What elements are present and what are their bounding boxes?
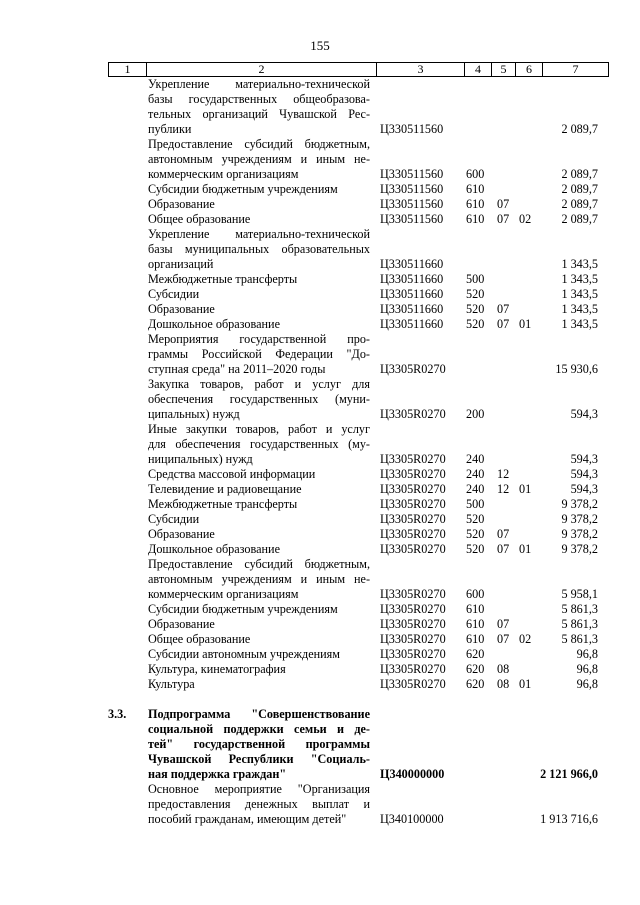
row-amount: 594,3 bbox=[570, 452, 598, 466]
table-row bbox=[108, 137, 608, 182]
row-expense-type: 200 bbox=[466, 407, 485, 421]
header-col-1: 1 bbox=[109, 63, 147, 77]
table-header bbox=[108, 62, 609, 77]
table-row bbox=[108, 617, 608, 632]
row-code: Ц330511560 bbox=[380, 197, 444, 211]
row-name-line: Предоставление субсидий бюджетным, bbox=[148, 137, 370, 151]
row-code: Ц3305R0270 bbox=[380, 662, 446, 676]
row-amount: 5 861,3 bbox=[561, 602, 598, 616]
row-amount: 9 378,2 bbox=[561, 497, 598, 511]
row-code: Ц3305R0270 bbox=[380, 467, 446, 481]
row-name-line: тей" государственной программы bbox=[148, 737, 370, 751]
table-row bbox=[108, 212, 608, 227]
row-amount: 1 913 716,6 bbox=[540, 812, 598, 826]
row-code: Ц3305R0270 bbox=[380, 587, 446, 601]
row-code: Ц330511560 bbox=[380, 122, 444, 136]
table-row bbox=[108, 632, 608, 647]
table-row bbox=[108, 182, 608, 197]
row-amount: 594,3 bbox=[570, 467, 598, 481]
row-expense-type: 610 bbox=[466, 617, 485, 631]
row-name bbox=[148, 77, 370, 137]
row-name-line: Общее образование bbox=[148, 212, 251, 226]
row-name bbox=[148, 707, 370, 782]
row-name bbox=[148, 602, 370, 617]
row-code: Ц330511560 bbox=[380, 182, 444, 196]
row-section: 07 bbox=[497, 197, 510, 211]
table-row bbox=[108, 512, 608, 527]
table-row bbox=[108, 677, 608, 692]
row-name bbox=[148, 287, 370, 302]
row-name-line: Субсидии бюджетным учреждениям bbox=[148, 602, 338, 616]
row-name bbox=[148, 137, 370, 182]
row-amount: 2 089,7 bbox=[561, 167, 598, 181]
row-expense-type: 610 bbox=[466, 632, 485, 646]
row-amount: 15 930,6 bbox=[555, 362, 598, 376]
row-expense-type: 520 bbox=[466, 512, 485, 526]
table-row bbox=[108, 377, 608, 422]
row-expense-type: 520 bbox=[466, 317, 485, 331]
row-code: Ц3305R0270 bbox=[380, 482, 446, 496]
row-name bbox=[148, 182, 370, 197]
row-code: Ц3305R0270 bbox=[380, 602, 446, 616]
row-code: Ц3305R0270 bbox=[380, 497, 446, 511]
row-name-line: организаций bbox=[148, 257, 214, 271]
row-section: 07 bbox=[497, 632, 510, 646]
row-code: Ц330511660 bbox=[380, 257, 444, 271]
row-name-line: Дошкольное образование bbox=[148, 317, 280, 331]
row-amount: 2 089,7 bbox=[561, 212, 598, 226]
row-name-line: Образование bbox=[148, 197, 215, 211]
row-amount: 1 343,5 bbox=[561, 302, 598, 316]
table-row bbox=[108, 782, 608, 827]
row-name bbox=[148, 662, 370, 677]
row-name bbox=[148, 542, 370, 557]
row-expense-type: 520 bbox=[466, 527, 485, 541]
row-name-line: Образование bbox=[148, 617, 215, 631]
row-name-line: пособий гражданам, имеющим детей" bbox=[148, 812, 347, 826]
row-code: Ц3305R0270 bbox=[380, 452, 446, 466]
row-name-line: базы государственных общеобразова- bbox=[148, 92, 370, 106]
row-name-line: граммы Российской Федерации "До- bbox=[148, 347, 370, 361]
row-name bbox=[148, 197, 370, 212]
row-amount: 2 089,7 bbox=[561, 197, 598, 211]
row-subsection: 01 bbox=[519, 317, 532, 331]
row-spacer bbox=[108, 692, 608, 707]
row-expense-type: 520 bbox=[466, 287, 485, 301]
row-name-line: тельных организаций Чувашской Рес- bbox=[148, 107, 370, 121]
row-amount: 5 861,3 bbox=[561, 632, 598, 646]
table-row bbox=[108, 302, 608, 317]
row-name-line: Дошкольное образование bbox=[148, 542, 280, 556]
row-name bbox=[148, 332, 370, 377]
row-name-line: Общее образование bbox=[148, 632, 251, 646]
row-expense-type: 520 bbox=[466, 542, 485, 556]
table-row bbox=[108, 197, 608, 212]
table-row bbox=[108, 227, 608, 272]
row-section: 07 bbox=[497, 317, 510, 331]
row-name-line: Закупка товаров, работ и услуг для bbox=[148, 377, 370, 391]
header-col-5: 5 bbox=[492, 63, 516, 77]
table-row bbox=[108, 422, 608, 467]
row-amount: 594,3 bbox=[570, 407, 598, 421]
row-code: Ц330511560 bbox=[380, 167, 444, 181]
row-section: 08 bbox=[497, 677, 510, 691]
row-amount: 1 343,5 bbox=[561, 287, 598, 301]
row-name-line: Подпрограмма "Совершенствование bbox=[148, 707, 370, 721]
row-amount: 96,8 bbox=[576, 662, 598, 676]
table-row bbox=[108, 287, 608, 302]
row-name bbox=[148, 422, 370, 467]
row-amount: 9 378,2 bbox=[561, 512, 598, 526]
header-col-6: 6 bbox=[516, 63, 543, 77]
row-name bbox=[148, 557, 370, 602]
row-name bbox=[148, 482, 370, 497]
row-name-line: Образование bbox=[148, 302, 215, 316]
row-section: 08 bbox=[497, 662, 510, 676]
row-code: Ц330511660 bbox=[380, 302, 444, 316]
table-row bbox=[108, 482, 608, 497]
row-name-line: обеспечения государственных (муни- bbox=[148, 392, 370, 406]
table-row bbox=[108, 317, 608, 332]
row-subsection: 01 bbox=[519, 482, 532, 496]
row-code: Ц330511660 bbox=[380, 287, 444, 301]
table-row bbox=[108, 272, 608, 287]
row-subsection: 02 bbox=[519, 212, 532, 226]
row-name-line: базы муниципальных образовательных bbox=[148, 242, 370, 256]
row-code: Ц3305R0270 bbox=[380, 512, 446, 526]
row-amount: 2 121 966,0 bbox=[540, 767, 598, 781]
row-code: Ц3305R0270 bbox=[380, 542, 446, 556]
row-section: 12 bbox=[497, 482, 510, 496]
row-name bbox=[148, 782, 370, 827]
row-code: Ц3305R0270 bbox=[380, 527, 446, 541]
table-row bbox=[108, 602, 608, 617]
row-amount: 9 378,2 bbox=[561, 542, 598, 556]
table-row bbox=[108, 707, 608, 782]
row-expense-type: 600 bbox=[466, 167, 485, 181]
row-name-line: ниципальных) нужд bbox=[148, 452, 253, 466]
row-code: Ц330511660 bbox=[380, 272, 444, 286]
row-section: 07 bbox=[497, 617, 510, 631]
row-name-line: Культура bbox=[148, 677, 195, 691]
row-expense-type: 520 bbox=[466, 302, 485, 316]
row-name-line: Иные закупки товаров, работ и услуг bbox=[148, 422, 370, 436]
row-name-line: Средства массовой информации bbox=[148, 467, 316, 481]
row-expense-type: 610 bbox=[466, 182, 485, 196]
header-col-2: 2 bbox=[147, 63, 377, 77]
row-name bbox=[148, 677, 370, 692]
row-name bbox=[148, 302, 370, 317]
row-code: Ц340000000 bbox=[380, 767, 445, 781]
row-name-line: Субсидии bbox=[148, 512, 200, 526]
row-code: Ц3305R0270 bbox=[380, 632, 446, 646]
row-section: 07 bbox=[497, 212, 510, 226]
row-name-line: ступная среда" на 2011–2020 годы bbox=[148, 362, 326, 376]
row-code: Ц330511660 bbox=[380, 317, 444, 331]
row-name-line: социальной поддержки семьи и де- bbox=[148, 722, 370, 736]
row-name-line: Телевидение и радиовещание bbox=[148, 482, 302, 496]
row-code: Ц330511560 bbox=[380, 212, 444, 226]
table-row bbox=[108, 557, 608, 602]
row-name bbox=[148, 212, 370, 227]
row-expense-type: 240 bbox=[466, 452, 485, 466]
row-amount: 594,3 bbox=[570, 482, 598, 496]
row-name-line: автономным учреждениям и иным не- bbox=[148, 572, 370, 586]
row-amount: 9 378,2 bbox=[561, 527, 598, 541]
table-row bbox=[108, 662, 608, 677]
row-amount: 2 089,7 bbox=[561, 182, 598, 196]
row-name bbox=[148, 377, 370, 422]
row-name-line: ципальных) нужд bbox=[148, 407, 240, 421]
row-subsection: 02 bbox=[519, 632, 532, 646]
row-expense-type: 620 bbox=[466, 677, 485, 691]
row-amount: 5 861,3 bbox=[561, 617, 598, 631]
header-col-3: 3 bbox=[377, 63, 465, 77]
row-name-line: Предоставление субсидий бюджетным, bbox=[148, 557, 370, 571]
table-row bbox=[108, 527, 608, 542]
table-row bbox=[108, 332, 608, 377]
row-name-line: Межбюджетные трансферты bbox=[148, 272, 298, 286]
row-section: 07 bbox=[497, 527, 510, 541]
header-col-4: 4 bbox=[465, 63, 492, 77]
table-body bbox=[108, 77, 608, 827]
row-name-line: коммерческим организациям bbox=[148, 167, 299, 181]
row-amount: 96,8 bbox=[576, 677, 598, 691]
row-section: 07 bbox=[497, 302, 510, 316]
row-name-line: Субсидии бюджетным учреждениям bbox=[148, 182, 338, 196]
row-name-line: для обеспечения государственных (му- bbox=[148, 437, 370, 451]
row-expense-type: 500 bbox=[466, 497, 485, 511]
row-amount: 1 343,5 bbox=[561, 317, 598, 331]
row-code: Ц3305R0270 bbox=[380, 362, 446, 376]
row-name-line: Основное мероприятие "Организация bbox=[148, 782, 370, 796]
table-row bbox=[108, 77, 608, 137]
row-amount: 96,8 bbox=[576, 647, 598, 661]
row-name-line: Межбюджетные трансферты bbox=[148, 497, 298, 511]
row-name-line: ная поддержка граждан" bbox=[148, 767, 287, 781]
page-number: 155 bbox=[310, 38, 330, 53]
row-amount: 1 343,5 bbox=[561, 272, 598, 286]
row-code: Ц3305R0270 bbox=[380, 677, 446, 691]
row-name bbox=[148, 272, 370, 287]
row-subsection: 01 bbox=[519, 677, 532, 691]
table-row bbox=[108, 497, 608, 512]
row-expense-type: 620 bbox=[466, 647, 485, 661]
row-expense-type: 240 bbox=[466, 482, 485, 496]
row-subsection: 01 bbox=[519, 542, 532, 556]
table-row bbox=[108, 647, 608, 662]
row-name bbox=[148, 632, 370, 647]
row-name-line: Субсидии bbox=[148, 287, 200, 301]
row-name bbox=[148, 647, 370, 662]
row-expense-type: 500 bbox=[466, 272, 485, 286]
row-code: Ц3305R0270 bbox=[380, 617, 446, 631]
row-number: 3.3. bbox=[108, 707, 127, 721]
row-amount: 1 343,5 bbox=[561, 257, 598, 271]
row-code: Ц3305R0270 bbox=[380, 647, 446, 661]
row-name bbox=[148, 317, 370, 332]
row-name-line: Чувашской Республики "Социаль- bbox=[148, 752, 370, 766]
row-name bbox=[148, 467, 370, 482]
row-name-line: Субсидии автономным учреждениям bbox=[148, 647, 340, 661]
table-row bbox=[108, 542, 608, 557]
row-name-line: коммерческим организациям bbox=[148, 587, 299, 601]
row-name-line: Мероприятия государственной про- bbox=[148, 332, 370, 346]
row-name-line: Укрепление материально-технической bbox=[148, 77, 370, 91]
row-expense-type: 610 bbox=[466, 602, 485, 616]
row-expense-type: 610 bbox=[466, 197, 485, 211]
row-name-line: Образование bbox=[148, 527, 215, 541]
row-expense-type: 620 bbox=[466, 662, 485, 676]
row-amount: 5 958,1 bbox=[561, 587, 598, 601]
row-expense-type: 240 bbox=[466, 467, 485, 481]
row-name bbox=[148, 527, 370, 542]
row-section: 12 bbox=[497, 467, 510, 481]
row-code: Ц340100000 bbox=[380, 812, 444, 826]
row-expense-type: 610 bbox=[466, 212, 485, 226]
row-name-line: публики bbox=[148, 122, 192, 136]
row-amount: 2 089,7 bbox=[561, 122, 598, 136]
row-name bbox=[148, 617, 370, 632]
row-name-line: предоставления денежных выплат и bbox=[148, 797, 370, 811]
row-section: 07 bbox=[497, 542, 510, 556]
row-name bbox=[148, 497, 370, 512]
row-name-line: Культура, кинематография bbox=[148, 662, 286, 676]
row-name bbox=[148, 512, 370, 527]
header-col-7: 7 bbox=[543, 63, 609, 77]
row-expense-type: 600 bbox=[466, 587, 485, 601]
row-code: Ц3305R0270 bbox=[380, 407, 446, 421]
table-row bbox=[108, 467, 608, 482]
row-name-line: Укрепление материально-технической bbox=[148, 227, 370, 241]
row-name bbox=[148, 227, 370, 272]
row-name-line: автономным учреждениям и иным не- bbox=[148, 152, 370, 166]
